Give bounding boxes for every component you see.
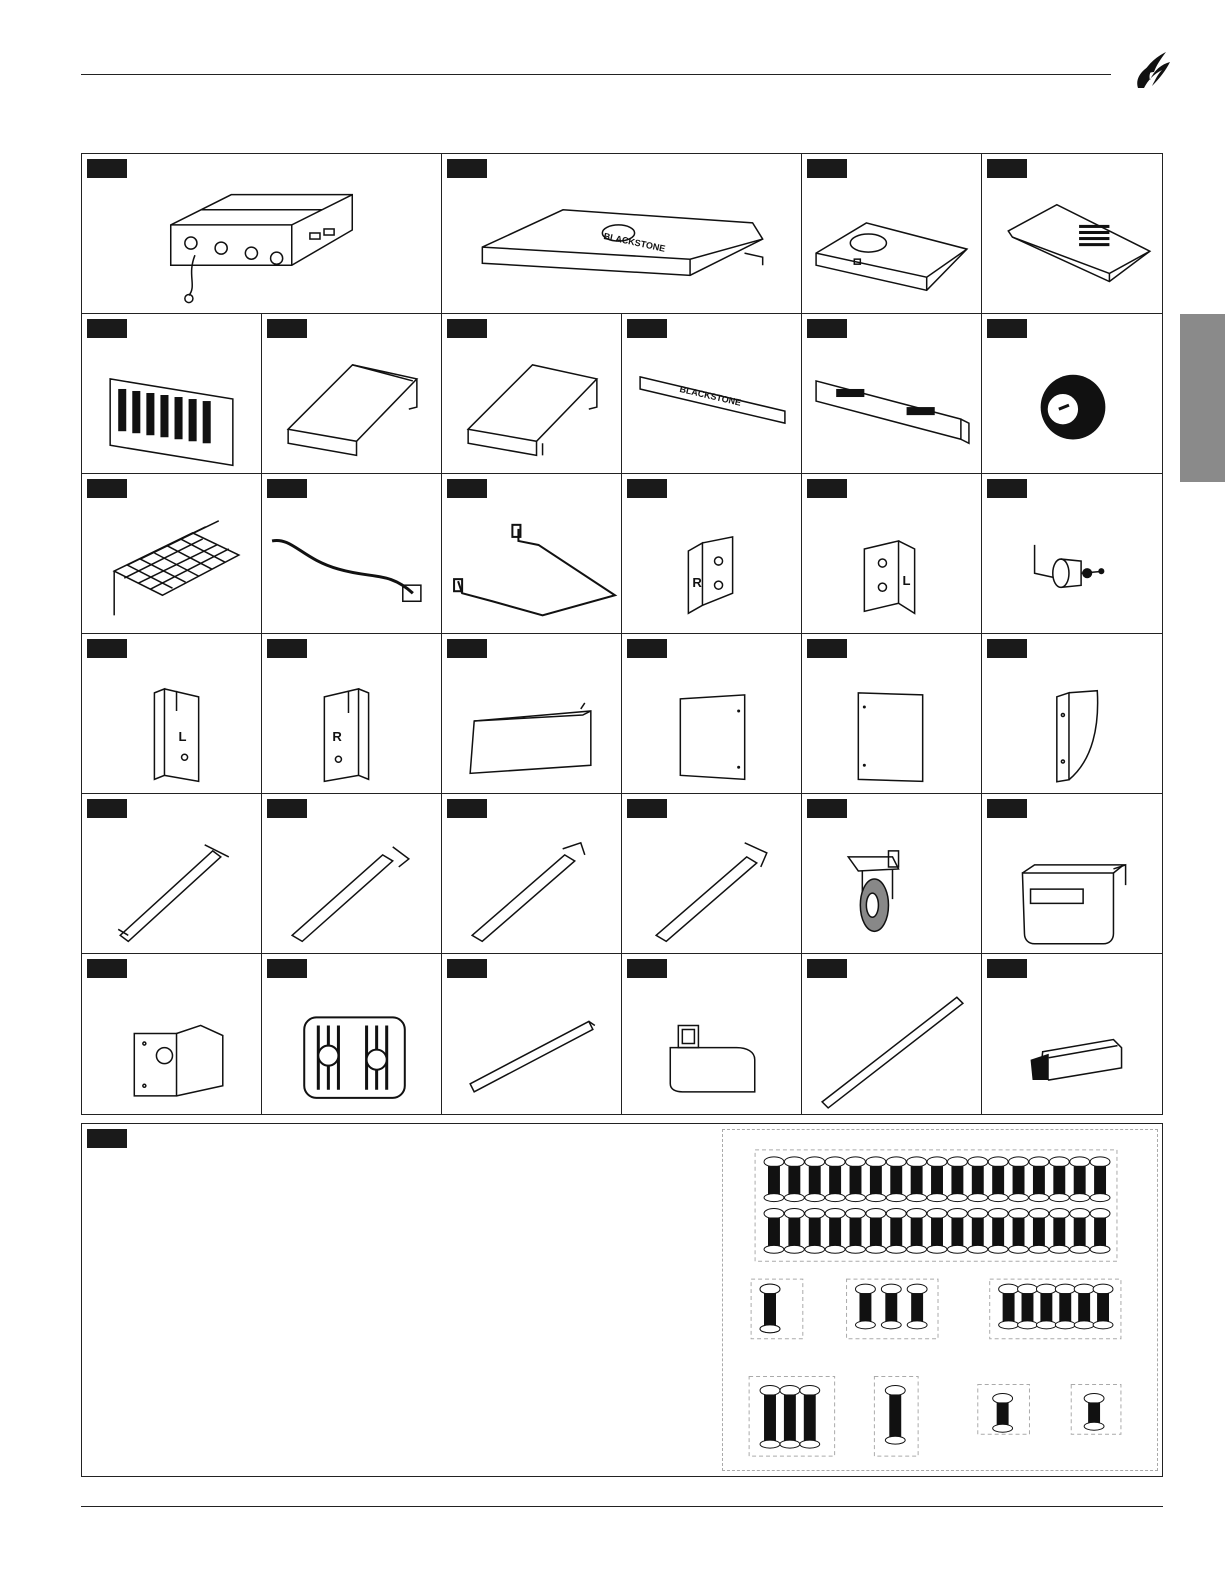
bolt-row2 (805, 1209, 825, 1254)
bolt-row2 (907, 1209, 927, 1254)
part-cell (262, 634, 442, 794)
mid-screw (1074, 1284, 1094, 1329)
mid-screw (1093, 1284, 1113, 1329)
mid-screw (1018, 1284, 1038, 1329)
wire-hanger-illustration (442, 474, 621, 633)
part-cell (802, 794, 982, 954)
flame-logo-icon (1132, 48, 1172, 90)
bolt-row1 (907, 1157, 927, 1202)
bolt-row2 (846, 1209, 866, 1254)
bolt-row2 (988, 1209, 1008, 1254)
bolt-row1 (1009, 1157, 1029, 1202)
control-knob-illustration (982, 314, 1162, 473)
part-cell (262, 474, 442, 634)
igniter-illustration (982, 474, 1162, 633)
part-cell (622, 954, 802, 1114)
bolt-row2 (866, 1209, 886, 1254)
bolt-row2 (886, 1209, 906, 1254)
hinge-l-illustration (82, 634, 261, 793)
door-panel-b-illustration (802, 634, 981, 793)
part-cell (82, 954, 262, 1114)
short-screw (760, 1284, 780, 1333)
wire-grate-illustration (82, 474, 261, 633)
bolt-row2 (968, 1209, 988, 1254)
foot-pad-illustration (262, 954, 441, 1114)
long-rod-illustration (802, 954, 981, 1114)
leg-1-illustration (82, 794, 261, 953)
section-tab (1180, 314, 1225, 482)
leg-4-illustration (622, 794, 801, 953)
bolt-row1 (846, 1157, 866, 1202)
part-cell (82, 794, 262, 954)
part-cell (442, 634, 622, 794)
bracket-r-illustration (622, 474, 801, 633)
bolt-row1 (784, 1157, 804, 1202)
hood-lid-text: BLACKSTONE (602, 230, 667, 254)
bracket-l-illustration (802, 474, 981, 633)
bolt-row1 (1049, 1157, 1069, 1202)
bolt-row2 (1049, 1209, 1069, 1254)
part-cell (622, 314, 802, 474)
long-bolt (800, 1385, 820, 1448)
part-cell (982, 474, 1162, 634)
bolt-row2 (1009, 1209, 1029, 1254)
bolt-row1 (968, 1157, 988, 1202)
bolt-row1 (886, 1157, 906, 1202)
bolt-row1 (1090, 1157, 1110, 1202)
end-cap-illustration (982, 954, 1162, 1114)
bolt-row1 (1070, 1157, 1090, 1202)
hinge-r-illustration (262, 634, 441, 793)
leg-3-illustration (442, 794, 621, 953)
bolt-row1 (947, 1157, 967, 1202)
part-cell (82, 154, 442, 314)
part-cell (262, 314, 442, 474)
part-cell (622, 634, 802, 794)
logo-rail-text: BLACKSTONE (678, 383, 743, 408)
long-bolt (760, 1385, 780, 1448)
part-cell (982, 954, 1162, 1114)
spacer (881, 1284, 901, 1329)
side-panel-illustration (442, 634, 621, 793)
bolt-row2 (825, 1209, 845, 1254)
bolt-row1 (825, 1157, 845, 1202)
part-cell (982, 634, 1162, 794)
bolt-row1 (988, 1157, 1008, 1202)
hardware-illustration-area (722, 1129, 1158, 1471)
mid-screw (1036, 1284, 1056, 1329)
hood-lid-illustration (442, 154, 801, 313)
bolt-row2 (784, 1209, 804, 1254)
part-cell (982, 794, 1162, 954)
footer-rule (81, 1506, 1163, 1507)
bolt-row1 (764, 1157, 784, 1202)
part-cell (802, 314, 982, 474)
grease-cup-holder-illustration (982, 794, 1162, 953)
nut-washer (993, 1393, 1013, 1432)
front-rail-illustration (802, 314, 981, 473)
caster-wheel-illustration (802, 794, 981, 953)
firebox-frame-illustration (82, 154, 441, 313)
part-cell (262, 794, 442, 954)
vented-bottom-panel-illustration (982, 154, 1162, 313)
bolt-row2 (1029, 1209, 1049, 1254)
side-shelf-left-illustration (262, 314, 441, 473)
long-bolt (780, 1385, 800, 1448)
hinge-r-text: R (332, 729, 342, 745)
spacer (855, 1284, 875, 1329)
part-cell (802, 634, 982, 794)
handle-bar-illustration (262, 474, 441, 633)
short-rod-illustration (442, 954, 621, 1114)
side-shelf-right-illustration (442, 314, 621, 473)
bracket-r-text: R (692, 575, 702, 591)
part-cell (982, 154, 1162, 314)
vent-grille-illustration (82, 314, 261, 473)
part-cell (82, 314, 262, 474)
burner-panel-illustration (802, 154, 981, 313)
bolt-row2 (927, 1209, 947, 1254)
part-cell (442, 154, 802, 314)
parts-grid (81, 153, 1163, 1115)
part-badge (87, 1129, 127, 1148)
bracket-l-text: L (902, 573, 911, 589)
mount-bracket-illustration (82, 954, 261, 1114)
bolt-row1 (805, 1157, 825, 1202)
bolt-row2 (1070, 1209, 1090, 1254)
small-screw (1084, 1393, 1104, 1430)
part-cell (802, 154, 982, 314)
bolt-row2 (947, 1209, 967, 1254)
door-panel-a-illustration (622, 634, 801, 793)
part-cell (262, 954, 442, 1114)
header-rule (81, 74, 1111, 75)
part-cell (982, 314, 1162, 474)
bolt-row2 (1090, 1209, 1110, 1254)
spacer (907, 1284, 927, 1329)
leg-cap-foot-illustration (622, 954, 801, 1114)
part-cell (442, 314, 622, 474)
bolt-row1 (1029, 1157, 1049, 1202)
hardware-illustration (723, 1130, 1157, 1470)
part-cell (442, 794, 622, 954)
single-bolt (885, 1385, 905, 1444)
part-cell (802, 954, 982, 1114)
part-cell (442, 954, 622, 1114)
part-cell (622, 794, 802, 954)
bolt-row1 (927, 1157, 947, 1202)
part-cell (82, 634, 262, 794)
mid-screw (999, 1284, 1019, 1329)
part-cell (82, 474, 262, 634)
hardware-pack (81, 1123, 1163, 1477)
bolt-row1 (866, 1157, 886, 1202)
mid-screw (1055, 1284, 1075, 1329)
leg-2-illustration (262, 794, 441, 953)
side-fin-illustration (982, 634, 1162, 793)
hinge-l-text: L (178, 729, 187, 745)
part-cell (802, 474, 982, 634)
part-cell (622, 474, 802, 634)
part-cell (442, 474, 622, 634)
bolt-row2 (764, 1209, 784, 1254)
logo-rail-illustration (622, 314, 801, 473)
